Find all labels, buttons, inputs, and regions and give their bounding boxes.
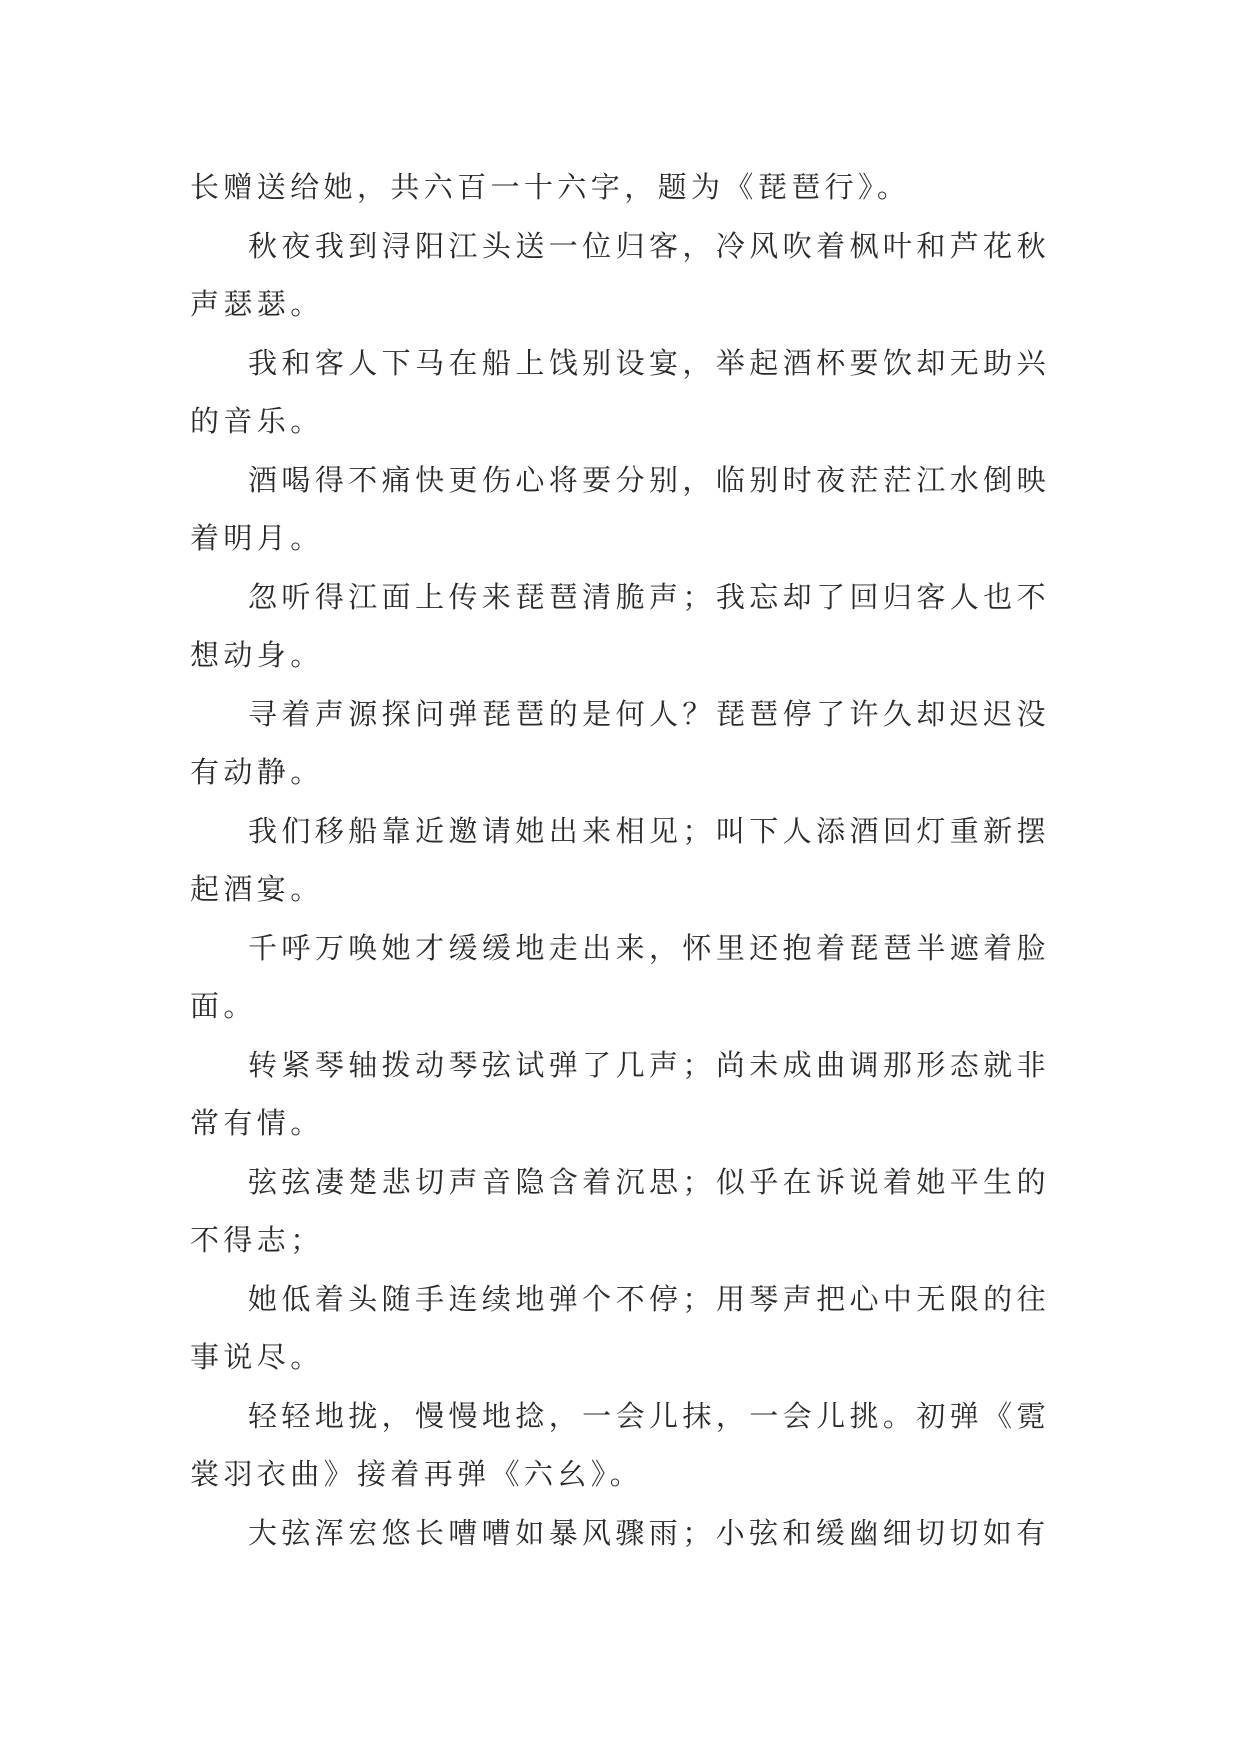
document-body — [190, 158, 1050, 1562]
paragraph-continued: 长赠送给她，共六百一十六字，题为《琵琶行》。 — [190, 170, 911, 204]
paragraph: 转紧琴轴拨动琴弦试弹了几声；尚未成曲调那形态就非常有情。 — [190, 1047, 1050, 1140]
paragraph: 我和客人下马在船上饯别设宴，举起酒杯要饮却无助兴的音乐。 — [190, 345, 1050, 438]
paragraph: 轻轻地拢，慢慢地捻，一会儿抹，一会儿挑。初弹《霓裳羽衣曲》接着再弹《六幺》。 — [190, 1398, 1050, 1491]
paragraph: 酒喝得不痛快更伤心将要分别，临别时夜茫茫江水倒映着明月。 — [190, 462, 1050, 555]
paragraph: 忽听得江面上传来琵琶清脆声；我忘却了回归客人也不想动身。 — [190, 579, 1050, 672]
paragraph: 寻着声源探问弹琵琶的是何人？琵琶停了许久却迟迟没有动静。 — [190, 696, 1050, 789]
paragraph: 秋夜我到浔阳江头送一位归客，冷风吹着枫叶和芦花秋声瑟瑟。 — [190, 228, 1050, 321]
paragraph: 大弦浑宏悠长嘈嘈如暴风骤雨；小弦和缓幽细切切如有 — [248, 1515, 1050, 1550]
paragraph: 我们移船靠近邀请她出来相见；叫下人添酒回灯重新摆起酒宴。 — [190, 813, 1050, 906]
paragraph: 千呼万唤她才缓缓地走出来，怀里还抱着琵琶半遮着脸面。 — [190, 930, 1050, 1023]
paragraph: 弦弦凄楚悲切声音隐含着沉思；似乎在诉说着她平生的不得志； — [190, 1164, 1050, 1257]
paragraph: 她低着头随手连续地弹个不停；用琴声把心中无限的往事说尽。 — [190, 1281, 1050, 1374]
